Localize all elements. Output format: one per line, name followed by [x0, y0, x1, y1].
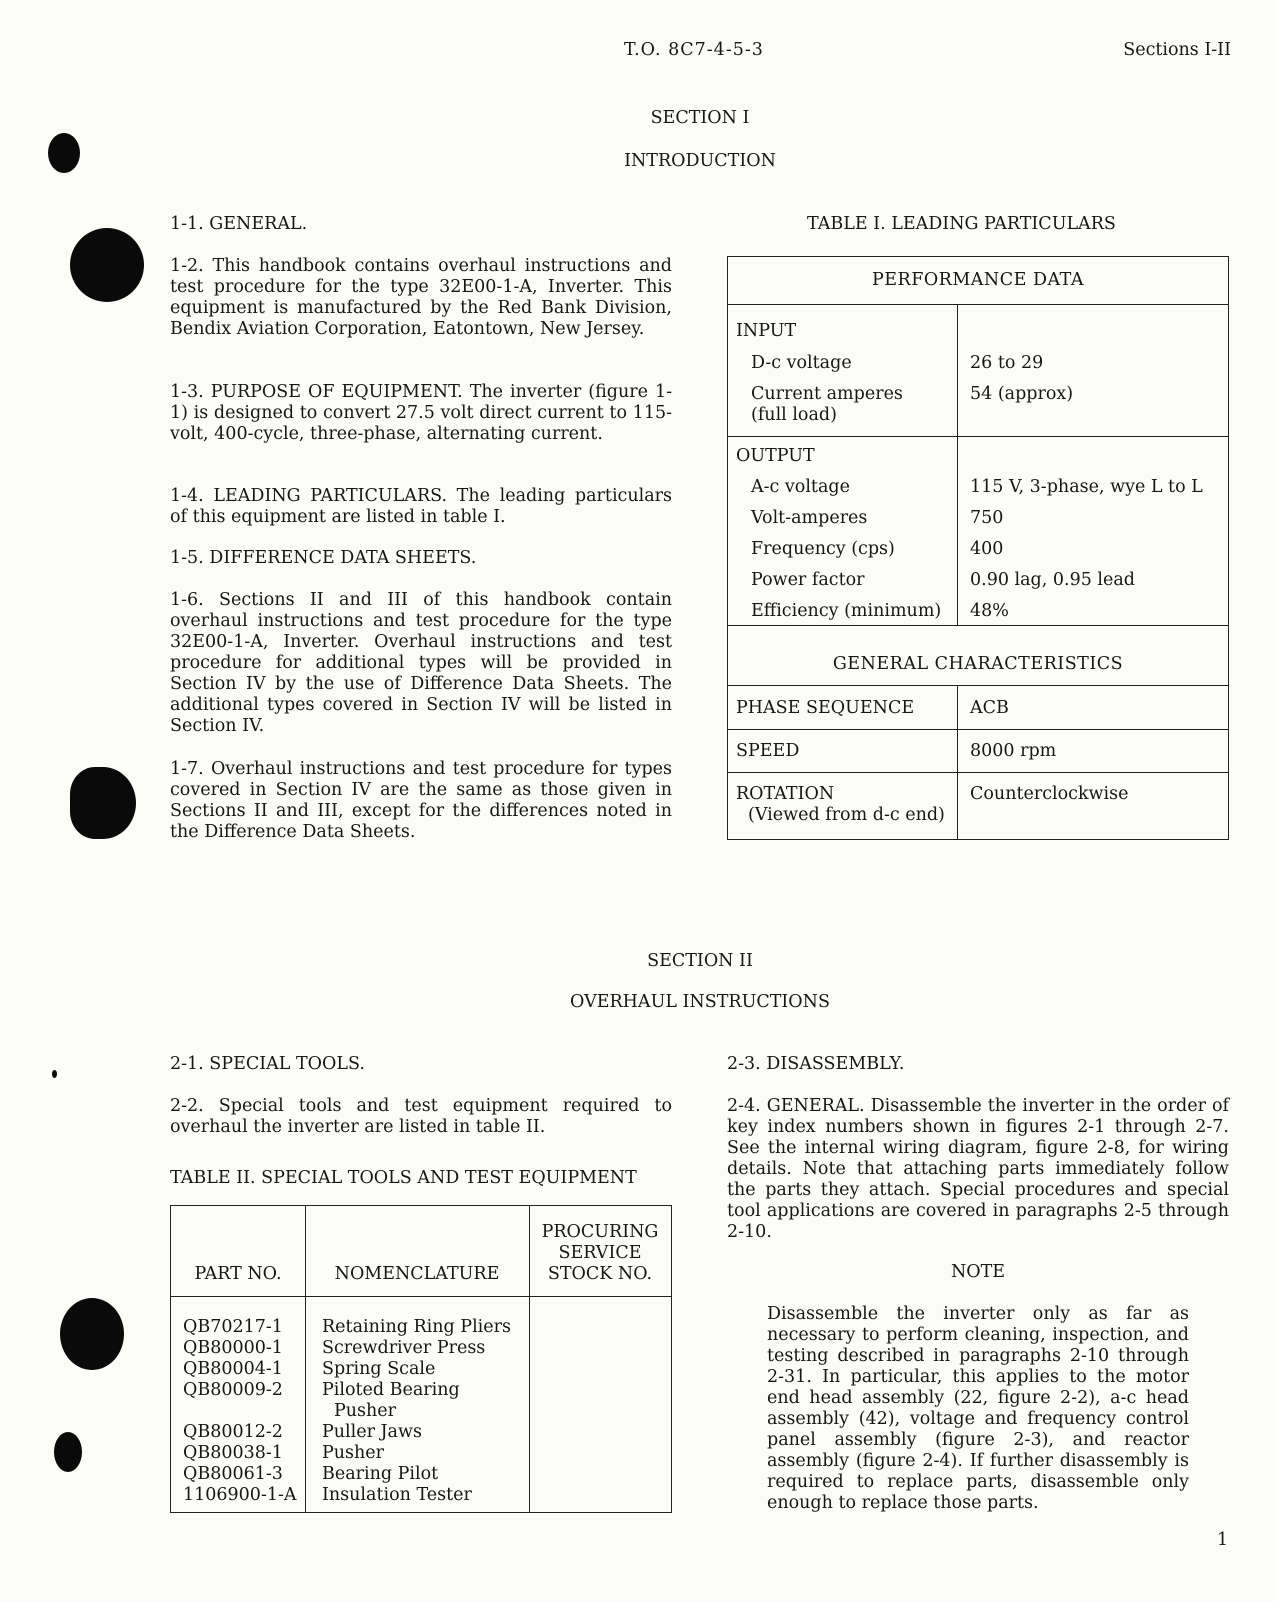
dc-voltage-value: 26 to 29 — [970, 353, 1044, 373]
part-number: QB70217-1 — [183, 1317, 283, 1337]
binder-hole-5 — [54, 1432, 82, 1472]
section-2-title: SECTION II — [647, 951, 753, 971]
nomenclature: Insulation Tester — [322, 1485, 472, 1505]
binder-hole-3 — [70, 767, 136, 839]
nomenclature: Pusher — [322, 1443, 385, 1463]
section-1-title: SECTION I — [650, 108, 750, 128]
dc-voltage-label: D-c voltage — [751, 353, 852, 373]
column-header-stock-3: STOCK NO. — [547, 1264, 653, 1284]
current-value: 54 (approx) — [970, 384, 1074, 404]
column-header-nomenclature: NOMENCLATURE — [334, 1264, 500, 1284]
special-tools-table — [170, 1205, 672, 1513]
heading-general: 1-1. GENERAL. — [170, 214, 308, 234]
rotation-label: ROTATION — [736, 784, 835, 804]
table-1-rule — [728, 625, 1228, 626]
part-number — [183, 1401, 297, 1422]
part-number: QB80038-1 — [183, 1443, 283, 1463]
rotation-value: Counterclockwise — [970, 784, 1129, 804]
ac-voltage-label: A-c voltage — [751, 477, 850, 497]
input-label: INPUT — [736, 321, 797, 341]
table-1-rule — [728, 729, 1228, 730]
nomenclature: Spring Scale — [322, 1359, 436, 1379]
frequency-label: Frequency (cps) — [751, 539, 895, 559]
rotation-label-sub: (Viewed from d-c end) — [748, 805, 945, 825]
frequency-value: 400 — [970, 539, 1004, 559]
leading-particulars-table — [727, 256, 1229, 840]
part-number: QB80000-1 — [183, 1338, 283, 1358]
table-2-header-rule — [171, 1296, 671, 1297]
column-header-part-no: PART NO. — [194, 1264, 282, 1284]
table-1-rule — [728, 436, 1228, 437]
ac-voltage-value: 115 V, 3-phase, wye L to L — [970, 477, 1203, 497]
current-label: Current amperes — [751, 384, 903, 404]
part-number: QB80004-1 — [183, 1359, 283, 1379]
table-1-title: TABLE I. LEADING PARTICULARS — [807, 214, 1116, 234]
nomenclature-column — [322, 1317, 511, 1506]
note-title: NOTE — [950, 1262, 1006, 1282]
table-2-divider — [305, 1206, 306, 1512]
sections-label: Sections I-II — [1123, 40, 1231, 60]
table-1-divider-lower — [957, 686, 958, 839]
current-label-sub: (full load) — [751, 405, 837, 425]
output-label: OUTPUT — [736, 446, 815, 466]
column-header-stock-2: SERVICE — [558, 1243, 642, 1263]
table-1-divider — [957, 304, 958, 626]
nomenclature: Retaining Ring Pliers — [322, 1317, 511, 1337]
power-factor-value: 0.90 lag, 0.95 lead — [970, 570, 1136, 590]
binder-hole-4 — [60, 1298, 124, 1370]
part-number: QB80012-2 — [183, 1422, 283, 1442]
performance-data-header: PERFORMANCE DATA — [871, 270, 1085, 290]
paragraph-2-2: 2-2. Special tools and test equipment required to overhaul the inverter are listed in table II. — [170, 1096, 672, 1137]
efficiency-label: Efficiency (minimum) — [751, 601, 942, 621]
heading-special-tools: 2-1. SPECIAL TOOLS. — [170, 1054, 365, 1074]
paragraph-1-2: 1-2. This handbook contains overhaul instructions and test procedure for the type 32E00-1-A, Inverter. This equipment is manufactured by the Red Bank Division, Bendix Aviation Corporation, Eatontown, New Jersey. — [170, 256, 672, 339]
note-text: Disassemble the inverter only as far as necessary to perform cleaning, inspection, and testing described in paragraphs 2-10 through 2-31. In particular, this applies to the motor end head assembly (22, figure 2-2), a-c head assembly (42), voltage and frequency control panel assembly (figure 2-3), and reactor assembly (figure 2-4). If further disassembly is required to replace parts, disassemble only enough to replace those parts. — [767, 1304, 1189, 1513]
binder-mark — [52, 1070, 57, 1078]
table-2-title: TABLE II. SPECIAL TOOLS AND TEST EQUIPMENT — [170, 1168, 637, 1188]
speed-value: 8000 rpm — [970, 741, 1057, 761]
part-number: QB80061-3 — [183, 1464, 283, 1484]
binder-hole-2 — [70, 228, 144, 302]
section-1-subtitle: INTRODUCTION — [624, 151, 776, 171]
to-number: T.O. 8C7-4-5-3 — [624, 40, 764, 60]
phase-sequence-value: ACB — [970, 698, 1009, 718]
paragraph-1-6: 1-6. Sections II and III of this handbook contain overhaul instructions and test procedure for the type 32E00-1-A, Inverter. Overhaul instructions and test procedure for additional types will be provided in Section IV by the use of Difference Data Sheets. The additional types covered in Section IV will be listed in Section IV. — [170, 590, 672, 736]
volt-amperes-label: Volt-amperes — [751, 508, 868, 528]
general-characteristics-header: GENERAL CHARACTERISTICS — [832, 654, 1124, 674]
paragraph-1-3: 1-3. PURPOSE OF EQUIPMENT. The inverter (figure 1-1) is designed to convert 27.5 volt direct current to 115-volt, 400-cycle, three-phase, alternating current. — [170, 382, 672, 444]
column-header-stock-1: PROCURING — [541, 1222, 659, 1242]
nomenclature: Piloted Bearing — [322, 1380, 460, 1400]
paragraph-1-7: 1-7. Overhaul instructions and test procedure for types covered in Section IV are the same as those given in Sections II and III, except for the differences noted in the Difference Data Sheets. — [170, 759, 672, 842]
heading-disassembly: 2-3. DISASSEMBLY. — [727, 1054, 905, 1074]
efficiency-value: 48% — [970, 601, 1009, 621]
volt-amperes-value: 750 — [970, 508, 1004, 528]
nomenclature: Bearing Pilot — [322, 1464, 439, 1484]
part-number: QB80009-2 — [183, 1380, 283, 1400]
table-1-rule — [728, 304, 1228, 305]
page-number: 1 — [1217, 1530, 1229, 1550]
nomenclature: Puller Jaws — [322, 1422, 422, 1442]
paragraph-2-4: 2-4. GENERAL. Disassemble the inverter in the order of key index numbers shown in figures 2-1 through 2-7. See the internal wiring diagram, figure 2-8, for wiring details. Note that attaching parts immediately follow the parts they attach. Special procedures and special tool applications are covered in paragraphs 2-5 through 2-10. — [727, 1096, 1229, 1242]
speed-label: SPEED — [736, 741, 800, 761]
nomenclature: Pusher — [334, 1401, 397, 1421]
heading-difference-data: 1-5. DIFFERENCE DATA SHEETS. — [170, 548, 477, 568]
power-factor-label: Power factor — [751, 570, 865, 590]
phase-sequence-label: PHASE SEQUENCE — [736, 698, 915, 718]
part-number-column — [183, 1317, 297, 1506]
section-2-subtitle: OVERHAUL INSTRUCTIONS — [570, 992, 830, 1012]
table-1-rule — [728, 772, 1228, 773]
nomenclature: Screwdriver Press — [322, 1338, 486, 1358]
paragraph-1-4: 1-4. LEADING PARTICULARS. The leading particulars of this equipment are listed in table I. — [170, 486, 672, 527]
table-1-rule — [728, 685, 1228, 686]
part-number: 1106900-1-A — [183, 1485, 297, 1505]
